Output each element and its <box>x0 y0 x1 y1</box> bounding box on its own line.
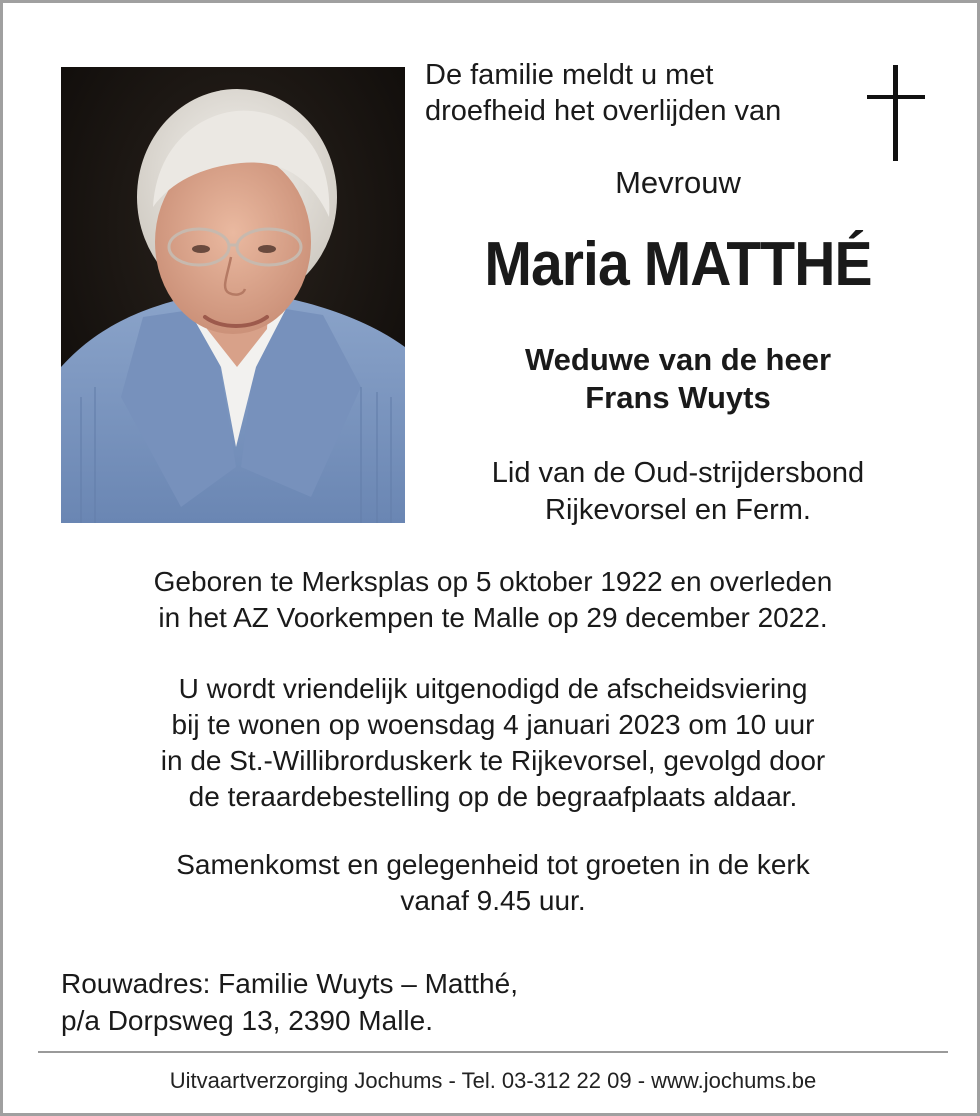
membership <box>408 455 948 529</box>
honorific: Mevrouw <box>615 165 741 200</box>
paragraph-line: vanaf 9.45 uur. <box>400 885 586 916</box>
deceased-name: Maria MATTHÉ <box>484 230 872 299</box>
mourning-address <box>61 965 518 1039</box>
widow-line: Weduwe van de heer <box>524 342 832 377</box>
membership-line: Lid van de Oud-strijdersbond <box>491 457 865 489</box>
funeral-home-footer: Uitvaartverzorging Jochums - Tel. 03-312 22 09 - www.jochums.be <box>169 1068 817 1093</box>
widow-of <box>408 341 948 417</box>
address-line: p/a Dorpsweg 13, 2390 Malle. <box>61 1005 433 1036</box>
intro-line: droefheid het overlijden van <box>425 95 782 127</box>
widow-line: Frans Wuyts <box>585 380 771 415</box>
gathering-paragraph <box>43 847 943 919</box>
footer-divider <box>38 1051 948 1053</box>
membership-line: Rijkevorsel en Ferm. <box>545 494 811 526</box>
latin-cross-icon <box>867 65 925 161</box>
paragraph-line: de teraardebestelling op de begraafplaats aldaar. <box>188 781 798 812</box>
paragraph-line: bij te wonen op woensdag 4 januari 2023 om 10 uur <box>171 709 815 740</box>
address-line: Rouwadres: Familie Wuyts – Matthé, <box>61 968 518 999</box>
announcement-intro <box>425 57 845 129</box>
invitation-paragraph <box>43 671 943 815</box>
portrait-illustration <box>61 67 405 523</box>
birth-death-paragraph <box>43 564 943 636</box>
portrait-photo <box>61 67 405 523</box>
paragraph-line: U wordt vriendelijk uitgenodigd de afscheidsviering <box>178 673 808 704</box>
paragraph-line: Geboren te Merksplas op 5 oktober 1922 en overleden <box>153 566 833 597</box>
paragraph-line: in het AZ Voorkempen te Malle op 29 december 2022. <box>158 602 828 633</box>
intro-line: De familie meldt u met <box>425 59 714 91</box>
paragraph-line: in de St.-Willibrorduskerk te Rijkevorsel, gevolgd door <box>160 745 826 776</box>
paragraph-line: Samenkomst en gelegenheid tot groeten in de kerk <box>176 849 810 880</box>
